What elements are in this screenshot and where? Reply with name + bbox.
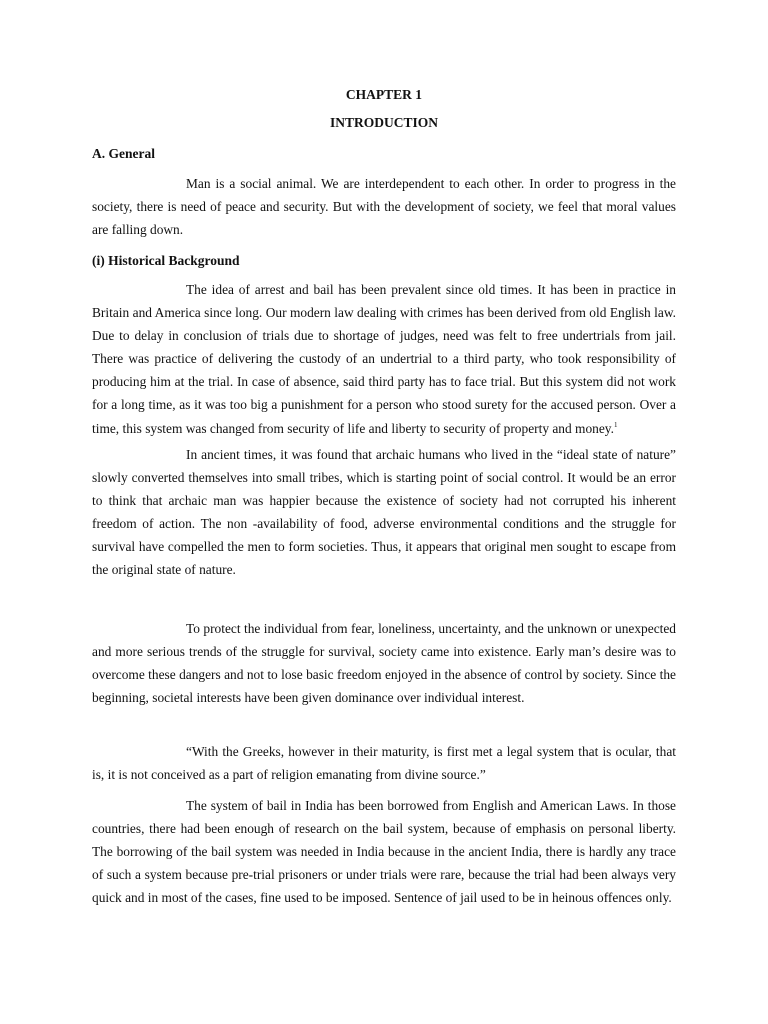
paragraph-general: Man is a social animal. We are interdependent to each other. In order to progress in the society, there is need of peace and security. But with the development of society, we feel that moral values are falling down. [92, 176, 676, 238]
paragraph-ancient-times: In ancient times, it was found that archaic humans who lived in the “ideal state of nature” slowly converted themselves into small tribes, which is starting point of social control. It would be an error to think that archaic man was happier because the existence of society had not corrupted his inherent freedom of action. The non -availability of food, adverse environmental conditions and the struggle for survival have compelled the men to form societies. Thus, it appears that original men sought to escape from the original state of nature. [92, 447, 676, 578]
paragraph-protect-individual: To protect the individual from fear, loneliness, uncertainty, and the unknown or unexpected and more serious trends of the struggle for survival, society came into existence. Early man’s desire was to overcome these dangers and not to lose basic freedom enjoyed in the absence of control by society. Since the beginning, societal interests have been given dominance over individual interest. [92, 621, 676, 706]
subsection-heading-historical-background: (i) Historical Background [92, 253, 240, 268]
paragraph-historical-background [92, 278, 676, 440]
chapter-title: INTRODUCTION [329, 115, 438, 130]
footnote-marker: 1 [613, 420, 618, 429]
paragraph-bail-in-india: The system of bail in India has been borrowed from English and American Laws. In those countries, there had been enough of research on the bail system, because of emphasis on personal liberty. The borrowing of the bail system was needed in India because in the ancient India, there is hardly any trace of such a system because pre-trial prisoners or under trials were rare, because the trial had been always very quick and in most of the cases, fine used to be imposed. Sentence of jail used to be in heinous offences only. [92, 798, 676, 906]
chapter-number: CHAPTER 1 [345, 87, 423, 102]
paragraph-greeks-quote: “With the Greeks, however in their maturity, is first met a legal system that is ocular, that is, it is not conceived as a part of religion emanating from divine source.” [92, 744, 676, 783]
paragraph-text: The idea of arrest and bail has been prevalent since old times. It has been in practice in Britain and America since long. Our modern law dealing with crimes has been derived from old English law. Due to delay in conclusion of trials due to shortage of judges, need was felt to free undertrials from jail. There was practice of delivering the custody of an undertrial to a third party, who took responsibility of producing him at the trial. In case of absence, said third party has to face trial. But this system did not work for a long time, as it was too big a punishment for a person who stood surety for the accused person. Over a time, this system was changed from security of life and liberty to security of property and money. [92, 282, 676, 436]
section-heading-general: A. General [92, 146, 155, 161]
